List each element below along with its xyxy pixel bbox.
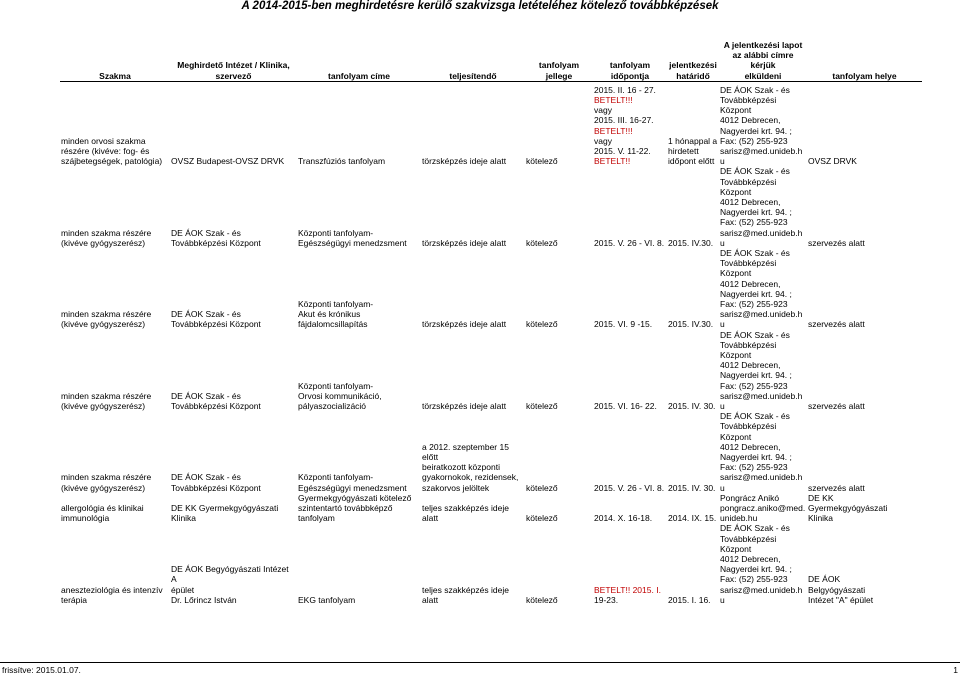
cell-line: Továbbképzési [720,533,777,544]
cell-szervezo [170,523,297,605]
cell-line: törzsképzés ideje alatt [422,237,507,248]
cell-line: sarisz@med.unideb.hu [720,390,803,411]
cell-teljesitendo [421,166,525,248]
cell-line: (kivéve gyógyszerész) [61,482,146,493]
header-line: jelentkezési [669,60,717,71]
cell-jelleg [525,330,593,412]
cell-line: DE ÁOK Szak - és [720,166,790,177]
cell-lap[interactable] [719,166,807,248]
cell-line: BETELT!! 2015. I. [594,584,661,595]
header-hatarido [667,40,719,81]
cell-hely [807,411,922,493]
cell-line: minden szakma részére [61,390,152,401]
cell-line: fájdalomcsillapítás [298,319,368,330]
cell-cim [297,81,421,166]
cell-hely [807,523,922,605]
cell-jelleg [525,81,593,166]
cell-line: DE ÁOK Szak - és [720,411,790,422]
cell-line: gyakornokok, rezidensek, [422,472,519,483]
cell-line: 4012 Debrecen, [720,360,781,371]
cell-line: Továbbképzési Központ [171,400,261,411]
cell-line: Központ [720,349,752,360]
cell-line: Akut és krónikus [298,309,361,320]
cell-line: 2015. V. 26 - VI. 8. [594,237,665,248]
cell-line: szervezés alatt [808,482,865,493]
cell-line: tanfolyam [298,513,335,524]
cell-idopont [593,330,667,412]
cell-szervezo [170,493,297,524]
cell-line: Központi tanfolyam- [298,227,374,238]
cell-line: DE KK [808,492,834,503]
cell-line: Központ [720,543,752,554]
cell-line: 19-23. [594,594,619,605]
footer-updated: frissítve: 2015.01.07. [2,665,81,675]
cell-szakma [60,411,170,493]
cell-line: Továbbképzési Központ [171,482,261,493]
cell-line: Klinika [808,513,834,524]
header-szakma: Szakma [99,70,131,81]
cell-line: 4012 Debrecen, [720,278,781,289]
cell-line: 2015. VI. 16- 22. [594,400,657,411]
cell-line: OVSZ Budapest-OVSZ DRVK [171,156,285,167]
cell-line: aneszteziológia és intenzív [61,584,163,595]
cell-idopont [593,523,667,605]
cell-line: 2015. I. 16. [668,594,711,605]
cell-line: 4012 Debrecen, [720,115,781,126]
cell-line: Orvosi kommunikáció, [298,390,382,401]
cell-cim [297,493,421,524]
cell-line: Fax: (52) 255-923 [720,217,788,228]
cell-hatarido [667,81,719,166]
cell-szervezo [170,330,297,412]
cell-idopont [593,248,667,330]
header-line: Meghirdető Intézet / Klinika, [177,60,290,71]
cell-line: 2015. V. 26 - VI. 8. [594,482,665,493]
cell-lap[interactable] [719,81,807,166]
cell-line: kötelező [526,594,558,605]
cell-hely [807,166,922,248]
cell-szervezo [170,248,297,330]
cell-lap[interactable] [719,248,807,330]
cell-line: sarisz@med.unideb.hu [720,584,803,605]
cell-jelleg [525,523,593,605]
cell-teljesitendo [421,330,525,412]
cell-line: Központ [720,186,752,197]
cell-line: Transzfúziós tanfolyam [298,156,386,167]
cell-line: Intézet "A" épület [808,594,874,605]
cell-line: 2015. V. 11-22. [594,145,651,156]
cell-line: 4012 Debrecen, [720,554,781,565]
cell-lap[interactable] [719,330,807,412]
table-row [60,411,922,493]
cell-line: épület [171,584,195,595]
cell-line: Fax: (52) 255-923 [720,135,788,146]
cell-line: szakorvos jelöltek [422,482,490,493]
cell-jelleg [525,411,593,493]
cell-line: kötelező [526,400,558,411]
cell-teljesitendo [421,493,525,524]
cell-line: törzsképzés ideje alatt [422,400,507,411]
cell-line: Központi tanfolyam- [298,298,374,309]
header-line: A jelentkezési lapot [723,40,803,50]
cell-cim [297,248,421,330]
cell-line: sarisz@med.unideb.hu [720,227,803,248]
header-line: elküldeni [744,70,782,81]
cell-lap[interactable] [719,523,807,605]
cell-cim [297,166,421,248]
cell-line: kötelező [526,237,558,248]
cell-line: 2015. IV.30. [668,319,714,330]
cell-line: DE ÁOK Szak - és [171,472,241,483]
cell-line: DE ÁOK Szak - és [720,84,790,95]
cell-line: BETELT!!! [594,125,633,136]
cell-hely [807,330,922,412]
cell-jelleg [525,493,593,524]
cell-line: Továbbképzési [720,421,777,432]
cell-szakma [60,493,170,524]
cell-line: kötelező [526,156,558,167]
header-szervezo [170,40,297,81]
cell-line: Továbbképzési Központ [171,319,261,330]
table-row [60,81,922,166]
cell-line: Nagyerdei krt. 94. ; [720,125,792,136]
cell-szakma [60,81,170,166]
cell-line: Fax: (52) 255-923 [720,298,788,309]
cell-line: 2015. IV. 30. [668,400,716,411]
cell-line: részére (kivéve: fog- és [61,145,150,156]
cell-line: Klinika [171,513,197,524]
cell-jelleg [525,248,593,330]
cell-line: Központ [720,431,752,442]
cell-line: allergológia és klinikai [61,503,144,514]
cell-hely [807,81,922,166]
cell-line: a 2012. szeptember 15 előtt [422,441,509,462]
cell-idopont [593,493,667,524]
cell-hatarido [667,248,719,330]
cell-teljesitendo [421,81,525,166]
header-cim: tanfolyam címe [328,70,390,81]
cell-line: kötelező [526,319,558,330]
cell-line: 4012 Debrecen, [720,441,781,452]
header-jelleg: tanfolyam jellege [538,60,580,81]
footer-divider [0,662,960,663]
header-line: az alábbi címre kérjük [732,50,794,71]
cell-line: EKG tanfolyam [298,594,356,605]
header-row [60,40,922,81]
page-title: A 2014-2015-ben meghirdetésre kerülő szakvizsga letételéhez kötelező továbbképzések [241,0,719,12]
cell-teljesitendo [421,248,525,330]
cell-line: szervezés alatt [808,319,865,330]
table-body [60,81,922,605]
cell-idopont [593,166,667,248]
cell-teljesitendo [421,523,525,605]
cell-hatarido [667,166,719,248]
cell-line: sarisz@med.unideb.hu [720,472,803,493]
cell-line: Gyermekgyógyászati kötelező [298,492,412,503]
header-lap [719,40,807,81]
cell-line: Egészségügyi menedzsment [298,482,407,493]
cell-line: Továbbképzési Központ [171,237,261,248]
cell-line: 1 hónappal a [668,135,718,146]
cell-line: Egészségügyi menedzsment [298,237,407,248]
cell-line: Központ [720,268,752,279]
cell-line: teljes szakképzés ideje alatt [422,584,509,605]
cell-line: törzsképzés ideje alatt [422,319,507,330]
header-idopont [593,40,667,81]
cell-line: 2014. X. 16-18. [594,513,653,524]
cell-line: DE ÁOK Szak - és [720,247,790,258]
cell-line: sarisz@med.unideb.hu [720,309,803,330]
cell-line: 2015. VI. 9 -15. [594,319,653,330]
cell-line: vagy [594,135,612,146]
cell-line: DE ÁOK Szak - és [171,390,241,401]
cell-line: (kivéve gyógyszerész) [61,400,146,411]
cell-line: Pongrácz Anikó [720,492,780,503]
cell-line: Nagyerdei krt. 94. ; [720,207,792,218]
cell-line: 2015. IV. 30. [668,482,716,493]
cell-line: kötelező [526,513,558,524]
cell-line: 2014. IX. 15. [668,513,717,524]
cell-line: Nagyerdei krt. 94. ; [720,564,792,575]
cell-hely [807,248,922,330]
cell-hatarido [667,411,719,493]
cell-line: minden szakma részére [61,309,152,320]
cell-line: Fax: (52) 255-923 [720,462,788,473]
cell-line: időpont előtt [668,156,715,167]
table-row [60,248,922,330]
cell-line: minden szakma részére [61,227,152,238]
table-row [60,330,922,412]
cell-jelleg [525,166,593,248]
header-line: határidő [676,70,710,81]
cell-line: Nagyerdei krt. 94. ; [720,370,792,381]
cell-line: 4012 Debrecen, [720,196,781,207]
cell-line: DE ÁOK Szak - és [171,227,241,238]
cell-line: Nagyerdei krt. 94. ; [720,452,792,462]
cell-line: törzsképzés ideje alatt [422,156,507,167]
cell-line: sarisz@med.unideb.hu [720,145,803,167]
cell-line: minden orvosi szakma [61,135,146,146]
cell-line: szervezés alatt [808,237,865,248]
cell-line: Fax: (52) 255-923 [720,574,788,585]
cell-line: szervezés alatt [808,400,865,411]
cell-szakma [60,523,170,605]
cell-szervezo [170,166,297,248]
cell-line: Továbbképzési [720,339,777,350]
training-table [60,40,922,605]
cell-line: minden szakma részére [61,472,152,483]
table-row [60,166,922,248]
cell-line: Továbbképzési [720,94,777,105]
cell-line: pályaszocializáció [298,400,367,411]
header-teljesitendo: teljesítendő [449,70,497,81]
cell-lap[interactable] [719,411,807,493]
cell-line: DE ÁOK Szak - és [171,309,241,320]
cell-line: (kivéve gyógyszerész) [61,319,146,330]
cell-cim [297,411,421,493]
cell-teljesitendo [421,411,525,493]
cell-hatarido [667,523,719,605]
cell-line: hirdetett [668,145,699,156]
cell-cim [297,330,421,412]
cell-line: immunológia [61,513,110,524]
cell-line: Központi tanfolyam- [298,380,374,391]
cell-hely [807,493,922,524]
cell-szervezo [170,81,297,166]
cell-line: terápia [61,594,87,605]
cell-line: pongracz.aniko@med. [720,503,806,514]
cell-line: beiratkozott központi [422,462,500,473]
cell-cim [297,523,421,605]
cell-line: szintentartó továbbképző [298,503,393,514]
cell-hatarido [667,330,719,412]
cell-line: Központ [720,105,752,116]
cell-line: OVSZ DRVK [808,156,857,167]
cell-line: Nagyerdei krt. 94. ; [720,288,792,299]
cell-szervezo [170,411,297,493]
header-line: időpontja [610,70,650,81]
cell-line: unideb.hu [720,513,758,524]
cell-line: Gyermekgyógyászati [808,503,888,514]
cell-lap[interactable] [719,493,807,524]
cell-line: DE ÁOK Szak - és [720,523,790,534]
cell-szakma [60,248,170,330]
cell-line: DE ÁOK Begyógyászati Intézet A [171,564,289,585]
cell-idopont [593,81,667,166]
cell-line: 2015. IV.30. [668,237,714,248]
cell-line: Fax: (52) 255-923 [720,380,788,391]
cell-line: 2015. II. 16 - 27. [594,84,656,95]
cell-szakma [60,166,170,248]
cell-line: kötelező [526,482,558,493]
cell-idopont [593,411,667,493]
cell-line: 2015. III. 16-27. [594,115,654,126]
cell-line: DE ÁOK [808,574,841,585]
cell-line: Belgyógyászati [808,584,866,595]
cell-line: szájbetegségek, patológia) [61,156,163,167]
cell-szakma [60,330,170,412]
cell-line: Továbbképzési [720,176,777,187]
cell-line: Központi tanfolyam- [298,472,374,483]
cell-line: BETELT!!! [594,94,633,105]
footer-page-number: 1 [953,665,958,675]
cell-line: Továbbképzési [720,258,777,269]
cell-line: DE KK Gyermekgyógyászati [171,503,279,514]
table-row [60,493,922,524]
header-hely: tanfolyam helye [832,70,897,81]
cell-line: teljes szakképzés ideje alatt [422,503,509,524]
cell-line: DE ÁOK Szak - és [720,329,790,340]
cell-line: BETELT!! [594,156,631,167]
header-line: tanfolyam [609,60,651,71]
cell-line: vagy [594,105,612,116]
cell-line: Dr. Lőrincz István [171,594,237,605]
table-row [60,523,922,605]
cell-hatarido [667,493,719,524]
cell-line: (kivéve gyógyszerész) [61,237,146,248]
header-line: szervező [215,70,252,81]
